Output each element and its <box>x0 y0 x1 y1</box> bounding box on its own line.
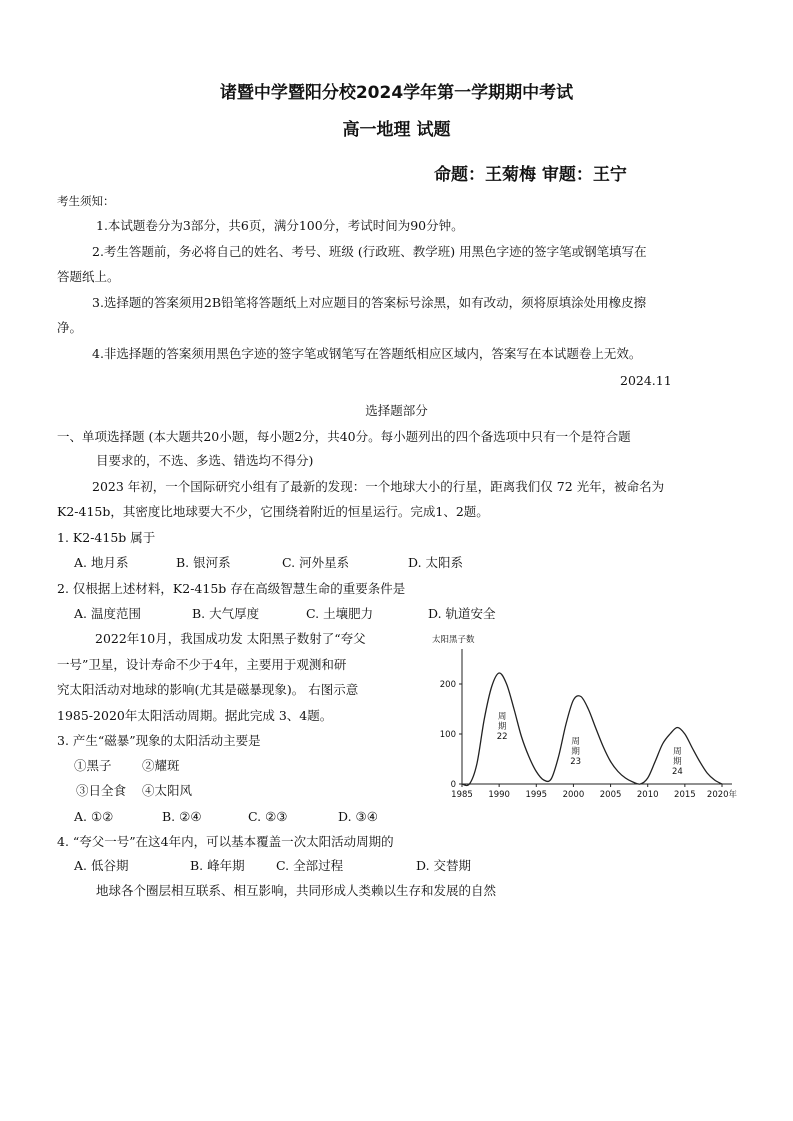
question-3-choice-4: ④太阳风 <box>142 783 193 798</box>
x-tick-label-1995: 1995 <box>525 790 548 800</box>
cycle-label-0-2: 22 <box>496 732 508 742</box>
x-tick-label-2000: 2000 <box>562 790 585 800</box>
question-1-option-c: C. 河外星系 <box>282 555 350 570</box>
passage-2-line-2: 一号”卫星，设计寿命不少于4年，主要用于观测和研 <box>57 657 347 672</box>
notice-heading: 考生须知： <box>57 194 115 208</box>
cycle-label-2-2: 24 <box>672 767 683 777</box>
notice-item-2-cont: 答题纸上。 <box>57 269 120 284</box>
passage-2-line-1: 2022年10月，我国成功发 太阳黑子数射了“夸父 <box>95 631 366 646</box>
exam-title: 诸暨中学暨阳分校2024学年第一学期期中考试 <box>219 83 574 103</box>
cycle-label-2-1: 期 <box>673 757 682 767</box>
question-1-option-d: D. 太阳系 <box>408 555 464 570</box>
question-1-option-b: B. 银河系 <box>176 555 231 570</box>
question-3-choice-2: ②耀斑 <box>142 758 180 773</box>
notice-item-1: 1.本试题卷分为3部分，共6页，满分100分，考试时间为90分钟。 <box>96 218 464 233</box>
question-1-option-a: A. 地月系 <box>74 555 129 570</box>
question-4-option-d: D. 交替期 <box>416 858 472 873</box>
question-4-option-a: A. 低谷期 <box>74 858 129 873</box>
y-tick-label-200: 200 <box>439 680 456 690</box>
subject-title: 高一地理 试题 <box>342 120 451 140</box>
question-4-option-b: B. 峰年期 <box>190 858 245 873</box>
cycle-label-0-0: 周 <box>497 712 507 722</box>
question-3-option-b: B. ②④ <box>162 809 202 824</box>
notice-item-3-cont: 净。 <box>57 320 83 335</box>
question-2-option-b: B. 大气厚度 <box>192 606 260 621</box>
question-1-stem: 1. K2-415b 属于 <box>57 530 156 545</box>
question-2-option-c: C. 土壤肥力 <box>306 606 374 621</box>
passage-2-line-3: 究太阳活动对地球的影响(尤其是磁暴现象)。 右图示意 <box>57 682 359 697</box>
authors-line: 命题：王菊梅 审题：王宁 <box>434 165 627 185</box>
notice-item-3: 3.选择题的答案须用2B铅笔将答题纸上对应题目的答案标号涂黑，如有改动，须将原填涂处用橡皮擦 <box>92 295 647 310</box>
question-4-stem: 4. “夸父一号”在这4年内，可以基本覆盖一次太阳活动周期的 <box>57 834 394 849</box>
cycle-label-1-1: 期 <box>571 747 580 757</box>
part-instructions: 一、单项选择题 (本大题共20小题，每小题2分，共40分。每小题列出的四个备选项中只有一个是符合题 <box>57 429 631 444</box>
question-3-option-c: C. ②③ <box>248 809 288 824</box>
section-title: 选择题部分 <box>365 403 428 418</box>
x-tick-label-2020: 2020年 <box>706 790 738 800</box>
passage-1-line-2: K2-415b，其密度比地球要大不少，它围绕着附近的恒星运行。完成1、2题。 <box>57 504 489 519</box>
question-3-option-d: D. ③④ <box>338 809 378 824</box>
question-3-choice-1: ①黑子 <box>74 758 112 773</box>
x-tick-label-2015: 2015 <box>674 790 696 800</box>
question-3-stem: 3. 产生“磁暴”现象的太阳活动主要是 <box>57 733 261 748</box>
cycle-label-2-0: 周 <box>673 747 682 757</box>
exam-date: 2024.11 <box>620 373 672 388</box>
cycle-label-1-0: 周 <box>571 737 580 747</box>
notice-item-2: 2.考生答题前，务必将自己的姓名、考号、班级 (行政班、教学班) 用黑色字迹的签字笔或钢笔填写在 <box>92 244 647 259</box>
passage-3-line-1: 地球各个圈层相互联系、相互影响，共同形成人类赖以生存和发展的自然 <box>96 883 497 898</box>
passage-1-line-1: 2023 年初，一个国际研究小组有了最新的发现：一个地球大小的行星，距离我们仅 72 光年，被命名为 <box>92 479 665 494</box>
question-2-stem: 2. 仅根据上述材料，K2-415b 存在高级智慧生命的重要条件是 <box>57 581 406 596</box>
passage-2-line-4: 1985-2020年太阳活动周期。据此完成 3、4题。 <box>57 708 333 723</box>
x-tick-label-1985: 1985 <box>451 790 473 800</box>
y-tick-label-100: 100 <box>439 730 456 740</box>
x-tick-label-1990: 1990 <box>488 790 510 800</box>
notice-item-4: 4.非选择题的答案须用黑色字迹的签字笔或钢笔写在答题纸相应区域内，答案写在本试题卷上无效。 <box>92 346 642 361</box>
x-tick-label-2010: 2010 <box>636 790 659 800</box>
sunspot-cycle-chart <box>430 628 760 808</box>
y-axis-label: 太阳黑子数 <box>432 635 475 645</box>
question-2-option-d: D. 轨道安全 <box>428 606 496 621</box>
question-3-choice-3: ③日全食 <box>76 783 127 798</box>
question-2-option-a: A. 温度范围 <box>74 606 141 621</box>
question-3-option-a: A. ①② <box>74 809 114 824</box>
y-tick-label-0: 0 <box>450 780 456 790</box>
cycle-label-1-2: 23 <box>570 757 582 767</box>
part-instructions-cont: 目要求的，不选、多选、错选均不得分) <box>96 453 314 468</box>
cycle-label-0-1: 期 <box>497 722 507 732</box>
question-4-option-c: C. 全部过程 <box>276 858 344 873</box>
x-tick-label-2005: 2005 <box>599 790 622 800</box>
